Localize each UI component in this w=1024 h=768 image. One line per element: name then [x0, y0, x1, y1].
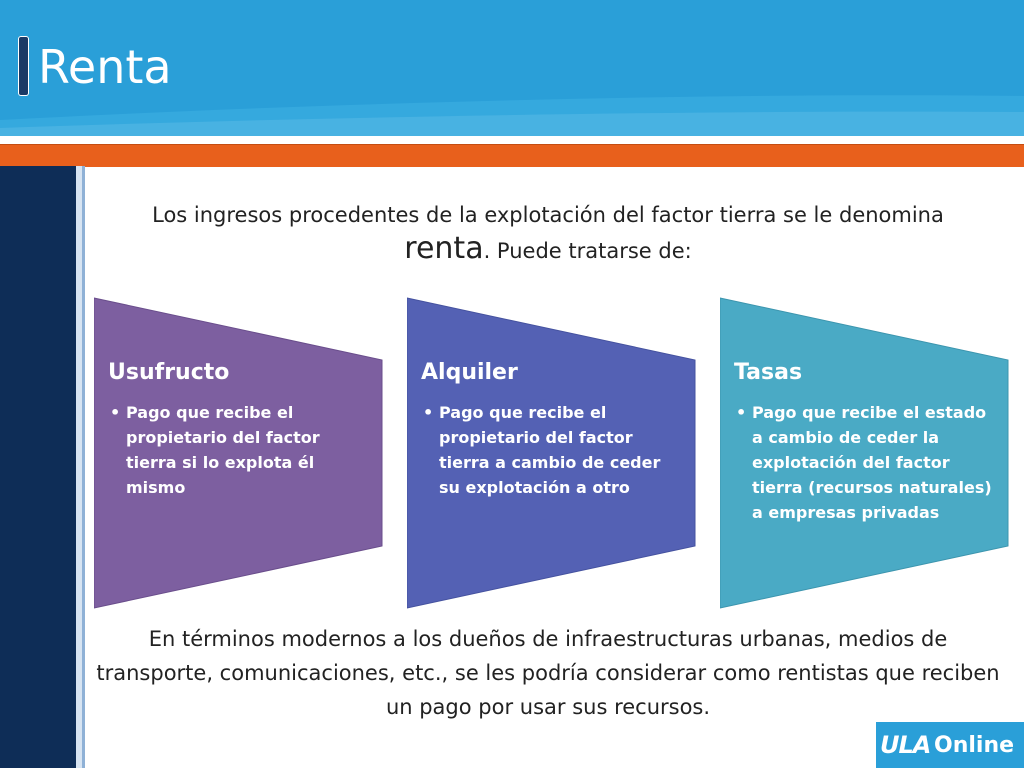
type-bullet: • Pago que recibe el propietario del factor tierra a cambio de ceder su explotación a otro [421, 400, 683, 500]
type-title: Tasas [734, 360, 803, 385]
intro-line-2 [92, 232, 1004, 268]
logo-text: Online [934, 733, 1015, 758]
type-bullet: • Pago que recibe el propietario del factor tierra si lo explota él mismo [108, 400, 370, 500]
type-bullet: • Pago que recibe el estado a cambio de ceder la explotación del factor tierra (recursos naturales) a empresas privadas [734, 400, 996, 525]
intro-line-1: Los ingresos procedentes de la explotación del factor tierra se le denomina [152, 203, 944, 227]
type-card-tasas [720, 296, 1010, 610]
intro-line-2-rest: . Puede tratarse de: [483, 239, 692, 263]
intro-emphasis: renta [404, 231, 484, 266]
type-card-alquiler [407, 296, 697, 610]
ula-online-logo [876, 722, 1024, 768]
type-title: Usufructo [108, 360, 230, 385]
title-accent-bar [19, 37, 28, 95]
header-divider [0, 136, 1024, 144]
type-bullets [108, 400, 370, 500]
type-bullets [734, 400, 996, 525]
accent-band [0, 144, 1024, 167]
logo-mark: ULA [880, 731, 931, 759]
intro-text [92, 198, 1004, 268]
left-strip-edge [82, 166, 85, 768]
page-title: Renta [38, 40, 172, 94]
type-card-usufructo [94, 296, 384, 610]
type-bullets [421, 400, 683, 500]
type-title: Alquiler [421, 360, 518, 385]
left-sidebar-strip [0, 166, 76, 768]
header-bar [0, 0, 1024, 136]
closing-text: En términos modernos a los dueños de infraestructuras urbanas, medios de transporte, comunicaciones, etc., se les podría considerar como rentistas que reciben un pago por usar sus recursos. [96, 627, 1000, 719]
